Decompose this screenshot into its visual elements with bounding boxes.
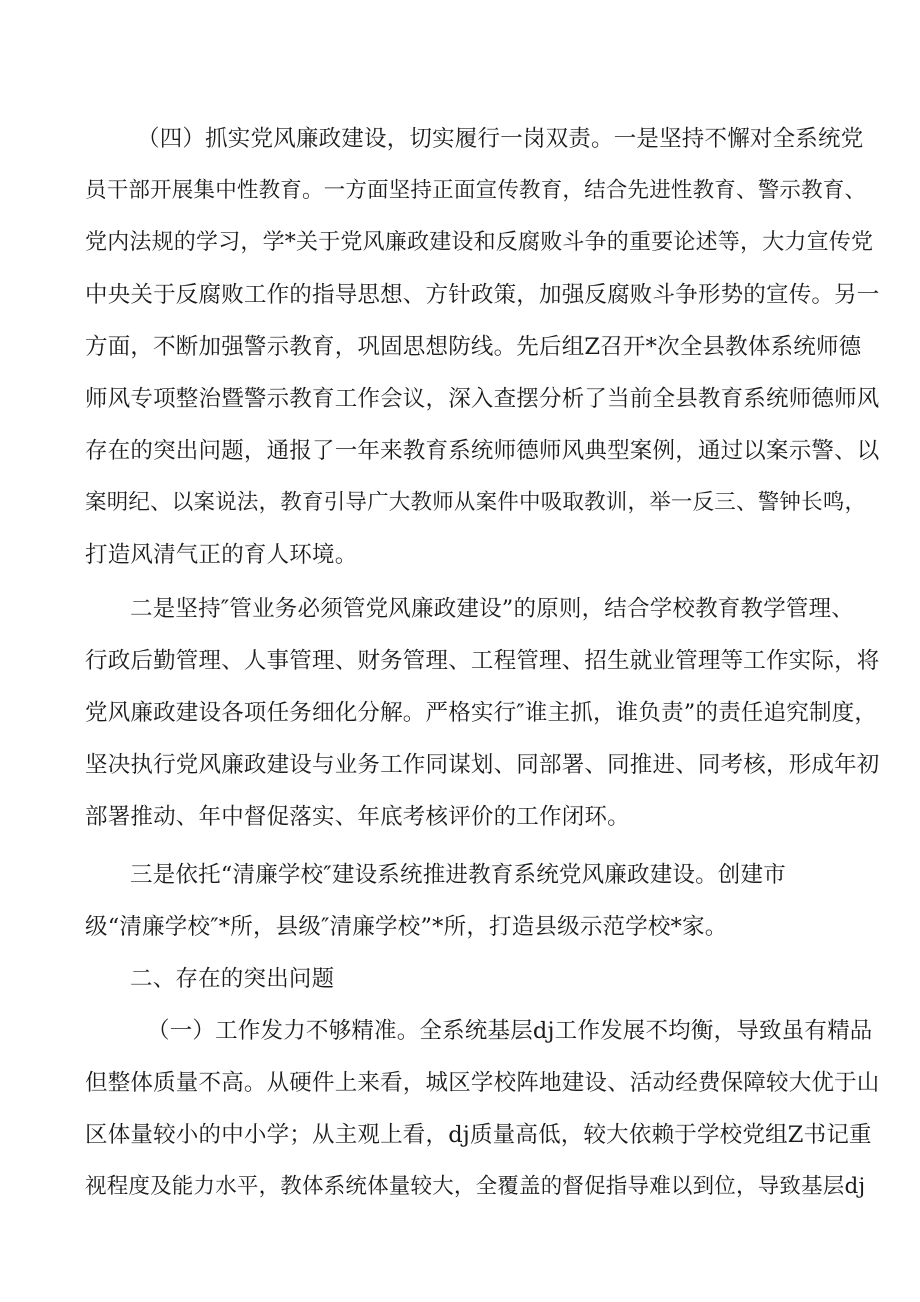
paragraph-1-line-5: 方面，不断加强警示教育，巩固思想防线。先后组Z召开*次全县教体系统师德 [85, 334, 862, 360]
paragraph-1-line-2: 员干部开展集中性教育。一方面坚持正面宣传教育，结合先进性教育、警示教育、 [85, 178, 867, 203]
paragraph-1-line-1: （四）抓实党风廉政建设，切实履行一岗双责。一是坚持不懈对全系统党 [137, 126, 864, 152]
paragraph-3-line-1: 三是依托“清廉学校″建设系统推进教育系统党风廉政建设。创建市 [130, 862, 786, 888]
paragraph-2-line-5: 部署推动、年中督促落实、年底考核评价的工作闭环。 [85, 804, 630, 830]
paragraph-2-line-1: 二是坚持″管业务必须管党风廉政建设”的原则，结合学校教育教学管理、 [130, 596, 855, 622]
section-heading: 二、存在的突出问题 [130, 966, 335, 992]
paragraph-2-line-2: 行政后勤管理、人事管理、财务管理、工程管理、招生就业管理等工作实际，将 [85, 648, 880, 674]
paragraph-2-line-3: 党风廉政建设各项任务细化分解。严格实行″谁主抓，谁负责”的责任追究制度， [85, 700, 878, 726]
paragraph-5-line-3: 区体量较小的中小学；从主观上看，dj质量高低，较大依赖于学校党组Z书记重 [85, 1122, 872, 1148]
paragraph-1-line-4: 中央关于反腐败工作的指导思想、方针政策，加强反腐败斗争形势的宣传。另一 [85, 282, 880, 308]
paragraph-1-line-9: 打造风清气正的育人环境。 [85, 542, 358, 568]
paragraph-1-line-6: 师风专项整治暨警示教育工作会议，深入查摆分析了当前全县教育系统师德师风 [85, 386, 880, 412]
paragraph-2-line-4: 坚决执行党风廉政建设与业务工作同谋划、同部署、同推进、同考核，形成年初 [85, 752, 880, 778]
paragraph-5-line-4: 视程度及能力水平，教体系统体量较大，全覆盖的督促指导难以到位，导致基层dj [85, 1174, 866, 1199]
paragraph-1-line-7: 存在的突出问题，通报了一年来教育系统师德师风典型案例，通过以案示警、以 [85, 438, 880, 464]
paragraph-1-line-3: 党内法规的学习，学*关于党风廉政建设和反腐败斗争的重要论述等，大力宣传党 [85, 230, 874, 255]
paragraph-5-line-2: 但整体质量不高。从硬件上来看，城区学校阵地建设、活动经费保障较大优于山 [85, 1070, 880, 1096]
paragraph-1-line-8: 案明纪、以案说法，教育引导广大教师从案件中吸取教训，举一反三、警钟长鸣， [85, 490, 867, 515]
paragraph-5-line-1: （一）工作发力不够精准。全系统基层dj工作发展不均衡，导致虽有精品 [147, 1018, 873, 1044]
paragraph-3-line-2: 级“清廉学校″*所，县级″清廉学校”*所，打造县级示范学校*家。 [85, 914, 728, 940]
